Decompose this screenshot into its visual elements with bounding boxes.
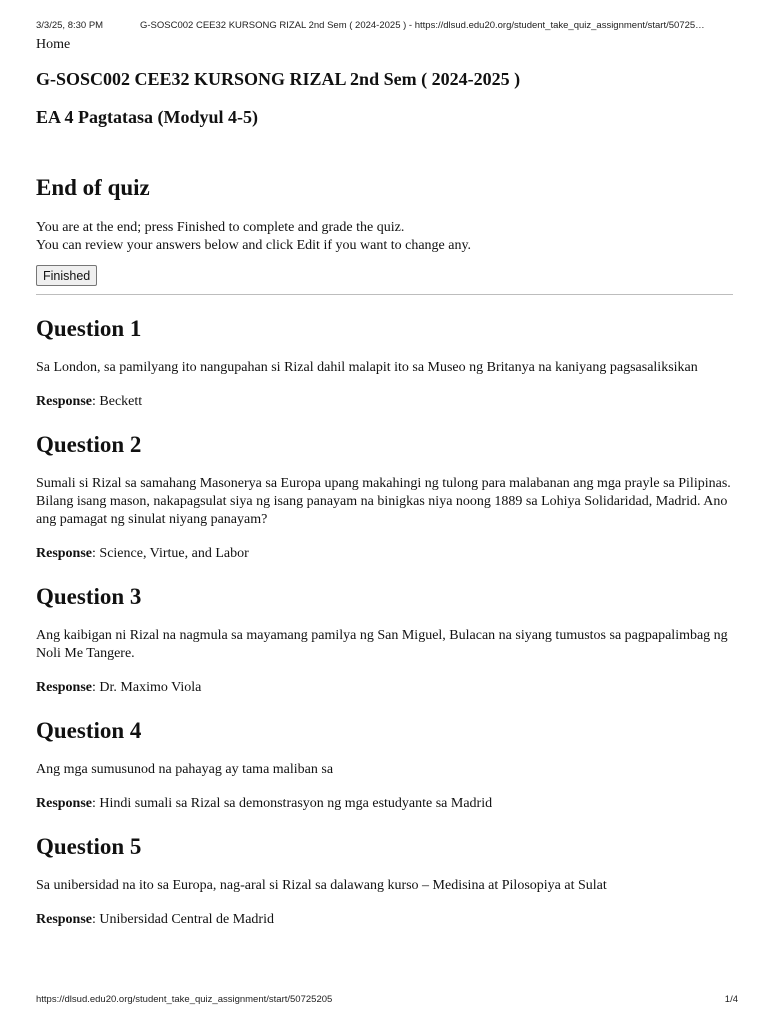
question-response: Response: Dr. Maximo Viola [36,680,202,695]
question-response: Response: Science, Virtue, and Labor [36,546,249,561]
quiz-instructions [36,219,733,255]
question-title: Question 5 [36,834,142,859]
end-of-quiz-heading: End of quiz [36,175,150,200]
question-title: Question 2 [36,432,142,457]
response-label: Response [36,912,93,927]
instruction-line-1: You are at the end; press Finished to complete and grade the quiz. [36,220,405,235]
instruction-line-2: You can review your answers below and click Edit if you want to change any. [36,238,472,253]
question-block [36,717,733,813]
divider [36,294,733,295]
response-value: Hindi sumali sa Rizal sa demonstrasyon ng mga estudyante sa Madrid [99,796,493,811]
response-label: Response [36,680,93,695]
print-header [36,20,738,32]
print-timestamp: 3/3/25, 8:30 PM [36,20,104,31]
question-block [36,583,733,697]
question-block [36,431,733,563]
response-value: Science, Virtue, and Labor [99,546,249,561]
question-text: Sa London, sa pamilyang ito nangupahan si Rizal dahil malapit ito sa Museo ng Britanya na kaniyang pagsasaliksikan [36,360,698,375]
response-label: Response [36,796,93,811]
response-label: Response [36,394,93,409]
question-response: Response: Beckett [36,394,143,409]
print-page-title: G-SOSC002 CEE32 KURSONG RIZAL 2nd Sem ( 2024-2025 ) - https://dlsud.edu20.org/student_take_quiz_assignment/start/50725… [140,20,705,31]
print-footer [36,994,738,1006]
response-value: Unibersidad Central de Madrid [99,912,274,927]
question-response: Response: Unibersidad Central de Madrid [36,912,274,927]
question-title: Question 1 [36,316,142,341]
response-label: Response [36,546,93,561]
question-text: Sumali si Rizal sa samahang Masonerya sa Europa upang makahingi ng tulong para malabanan ang mga prayle sa Pilipinas. Bilang isang mason, nakapagsulat siya ng isang panayam na binigkas niya noong 1889 sa Lohiya Solidaridad, Madrid. Ano ang pamagat ng sinulat niyang panayam? [36,476,731,527]
question-block [36,315,733,411]
quiz-content [36,36,733,929]
response-value: Beckett [99,394,143,409]
finished-button[interactable]: Finished [36,265,97,286]
quiz-title: EA 4 Pagtatasa (Modyul 4-5) [36,107,258,127]
question-title: Question 3 [36,584,142,609]
question-block [36,833,733,929]
question-text: Ang mga sumusunod na pahayag ay tama maliban sa [36,762,334,777]
print-page-number: 1/4 [724,994,738,1005]
print-url: https://dlsud.edu20.org/student_take_quiz_assignment/start/50725205 [36,994,333,1005]
response-value: Dr. Maximo Viola [99,680,202,695]
course-title: G-SOSC002 CEE32 KURSONG RIZAL 2nd Sem ( 2024-2025 ) [36,69,521,89]
question-response: Response: Hindi sumali sa Rizal sa demonstrasyon ng mga estudyante sa Madrid [36,796,493,811]
question-text: Ang kaibigan ni Rizal na nagmula sa mayamang pamilya ng San Miguel, Bulacan na siyang tumustos sa pagpapalimbag ng Noli Me Tangere. [36,628,728,661]
home-link[interactable]: Home [36,37,71,52]
question-text: Sa unibersidad na ito sa Europa, nag-aral si Rizal sa dalawang kurso – Medisina at Pilosopiya at Sulat [36,878,607,893]
question-title: Question 4 [36,718,142,743]
